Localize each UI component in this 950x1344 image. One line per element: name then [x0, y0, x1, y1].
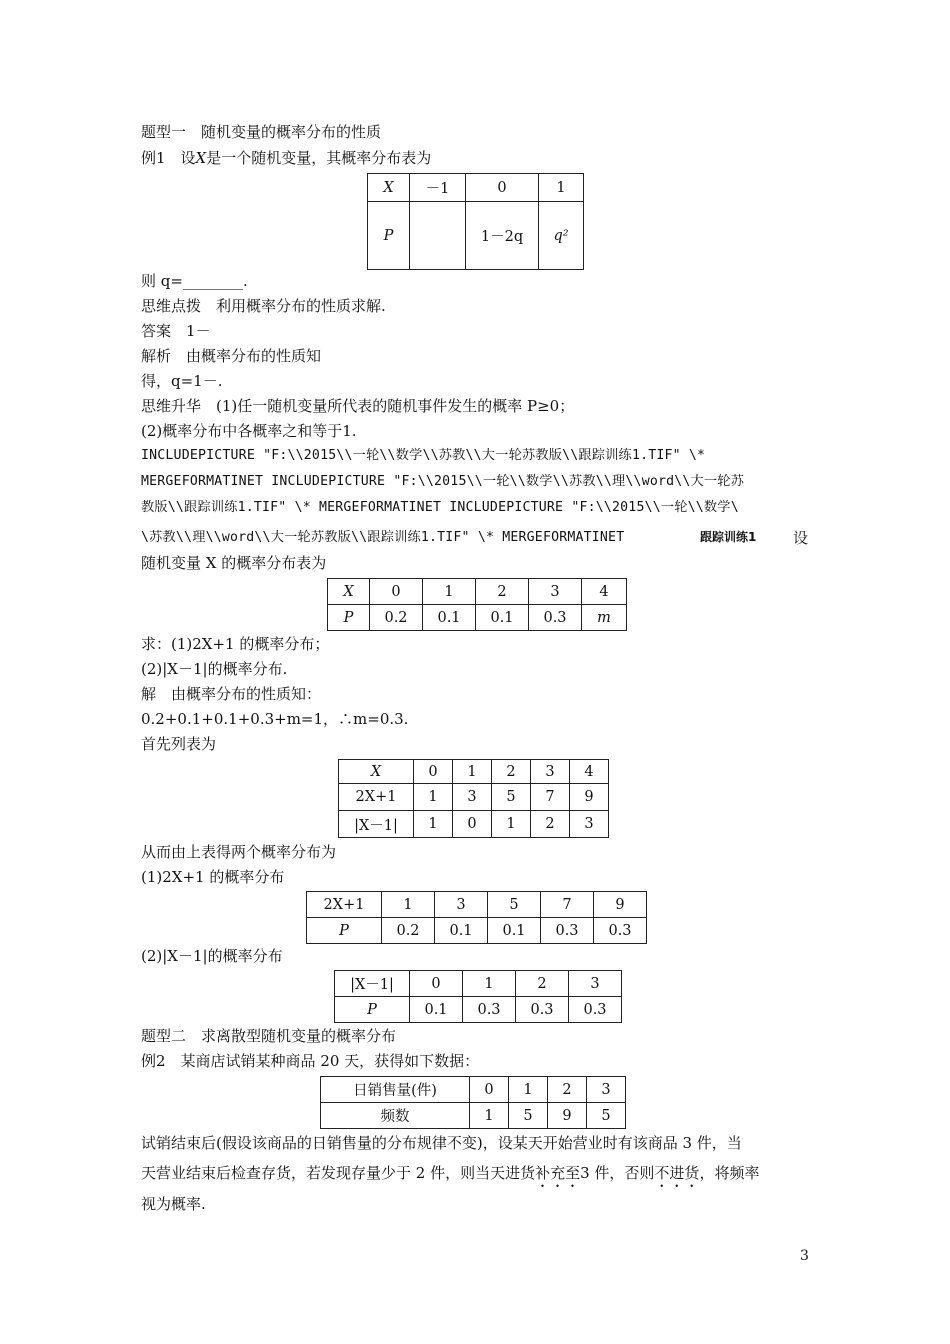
table-cell: 7	[541, 892, 594, 918]
field-code-line-2: MERGEFORMATINET INCLUDEPICTURE "F:\\2015\\一轮\\数学\\苏教\\理\\word\\大一轮苏	[141, 474, 745, 489]
upgrade-line-1: 思维升华 (1)任一随机变量所代表的随机事件发生的概率 P≥0；	[141, 397, 575, 415]
example-2-intro: 例2 某商店试销某种商品 20 天，获得如下数据：	[141, 1052, 480, 1070]
table-cell: 4	[570, 760, 609, 784]
table-cell: |X－1|	[335, 971, 410, 997]
table-cell: 0.2	[382, 918, 435, 944]
table-cell: 5	[587, 1103, 626, 1129]
table-cell: 0.3	[541, 918, 594, 944]
field-code-line-3: 教版\\跟踪训练1.TIF" \* MERGEFORMATINET INCLUDEPICTURE "F:\\2015\\一轮\\数学\	[141, 500, 739, 515]
table-cell: 3	[570, 811, 609, 838]
example-1-distribution-table	[367, 173, 584, 270]
solution-line-4: 从而由上表得两个概率分布为	[141, 843, 337, 861]
table-cell: 5	[509, 1103, 548, 1129]
table-cell: 0	[470, 1077, 509, 1103]
table-cell: 0.3	[516, 997, 569, 1023]
table-cell: |X－1|	[339, 811, 414, 838]
answer-text: 答案 1－	[141, 322, 211, 340]
table-cell: 0.1	[488, 918, 541, 944]
table-cell: 1	[470, 1103, 509, 1129]
table-cell: 5	[488, 892, 541, 918]
emphasis-text: 补充至	[535, 1164, 581, 1182]
table-cell: 1	[463, 971, 516, 997]
table-cell: 0.3	[529, 605, 582, 631]
field-code-tail: 设	[793, 529, 809, 547]
table-cell: 0	[370, 579, 423, 605]
example-1-intro	[141, 148, 431, 168]
table-cell: 7	[531, 784, 570, 811]
example-1-text: 是一个随机变量，其概率分布表为	[206, 149, 432, 167]
table-cell: 1－2q	[466, 202, 539, 270]
training-intro: 随机变量 X 的概率分布表为	[141, 554, 327, 572]
table-cell: 0.3	[594, 918, 647, 944]
table-cell: 0.2	[370, 605, 423, 631]
section-title-1: 题型一 随机变量的概率分布的性质	[141, 123, 382, 141]
table-cell: 0.1	[476, 605, 529, 631]
field-code-line-1: INCLUDEPICTURE "F:\\2015\\一轮\\数学\\苏教\\大一轮苏教版\\跟踪训练1.TIF" \*	[141, 448, 706, 463]
table-cell: 9	[594, 892, 647, 918]
table-cell: 2	[492, 760, 531, 784]
table-cell: 9	[548, 1103, 587, 1129]
table-cell: 0	[466, 174, 539, 202]
sales-frequency-table	[320, 1076, 626, 1129]
table-cell: q²	[539, 202, 584, 270]
example-1-var: X	[195, 149, 207, 167]
solution-line-3: 首先列表为	[141, 735, 217, 753]
table-cell: 1	[509, 1077, 548, 1103]
analysis-line-2: 得，q=1－.	[141, 372, 223, 390]
table-cell: 0.1	[410, 997, 463, 1023]
hint-text: 思维点拨 利用概率分布的性质求解.	[141, 297, 386, 315]
question-1: 求：(1)2X+1 的概率分布；	[141, 635, 330, 653]
table-cell: 1	[423, 579, 476, 605]
table-cell: 5	[492, 784, 531, 811]
table-cell: 3	[531, 760, 570, 784]
analysis-line-1: 解析 由概率分布的性质知	[141, 347, 322, 365]
solution-line-1: 解 由概率分布的性质知：	[141, 685, 322, 703]
table-cell: 日销售量(件)	[321, 1077, 470, 1103]
table-cell: 4	[582, 579, 627, 605]
answer-prompt: 则 q=________.	[141, 272, 248, 290]
sub-heading-2: (2)|X－1|的概率分布	[141, 947, 283, 965]
text-span: 3 件，否则	[580, 1164, 655, 1182]
table-cell: P	[368, 202, 410, 270]
table-cell: 3	[453, 784, 492, 811]
table-cell: 0.1	[423, 605, 476, 631]
table-cell: 2X+1	[307, 892, 382, 918]
table-cell: 2	[548, 1077, 587, 1103]
table-cell: 0.3	[569, 997, 622, 1023]
example-2-paragraph-line-3: 视为概率.	[141, 1195, 206, 1213]
table-cell: X	[368, 174, 410, 202]
table-cell: 1	[539, 174, 584, 202]
example-1-label: 例1 设	[141, 149, 196, 167]
table-cell: －1	[410, 174, 466, 202]
solution-line-2: 0.2+0.1+0.1+0.3+m=1，∴m=0.3.	[141, 710, 409, 728]
table-cell: 0	[414, 760, 453, 784]
table-cell: 1	[492, 811, 531, 838]
section-title-2: 题型二 求离散型随机变量的概率分布	[141, 1027, 397, 1045]
sub-heading-1: (1)2X+1 的概率分布	[141, 868, 285, 886]
table-cell: 3	[529, 579, 582, 605]
table-cell: 3	[435, 892, 488, 918]
table-cell: 2	[516, 971, 569, 997]
table-cell: 2	[476, 579, 529, 605]
table-cell: P	[328, 605, 370, 631]
table-cell: 0.1	[435, 918, 488, 944]
table-cell: 0.3	[463, 997, 516, 1023]
table-cell: 3	[569, 971, 622, 997]
table-cell	[410, 202, 466, 270]
question-2: (2)|X－1|的概率分布.	[141, 660, 288, 678]
field-code-line-4: \苏教\\理\\word\\大一轮苏教版\\跟踪训练1.TIF" \* MERGEFORMATINET	[141, 530, 625, 545]
table-cell: X	[328, 579, 370, 605]
table-cell: 9	[570, 784, 609, 811]
training-distribution-table	[327, 578, 627, 631]
table-cell: P	[335, 997, 410, 1023]
distribution-abs-table	[334, 970, 622, 1023]
text-span: ，将频率	[699, 1164, 760, 1182]
table-cell: X	[339, 760, 414, 784]
table-cell: 0	[410, 971, 463, 997]
table-cell: 频数	[321, 1103, 470, 1129]
emphasis-text: 不进货	[654, 1164, 700, 1182]
example-2-paragraph-line-2	[141, 1163, 759, 1191]
transform-table	[338, 759, 609, 838]
training-badge: 跟踪训练1	[700, 530, 757, 544]
text-span: 天营业结束后检查存货，若发现存量少于 2 件，则当天进货	[141, 1164, 536, 1182]
table-cell: 1	[382, 892, 435, 918]
upgrade-line-2: (2)概率分布中各概率之和等于1.	[141, 422, 357, 440]
page-number: 3	[800, 1248, 809, 1264]
example-2-paragraph-line-1: 试销结束后(假设该商品的日销售量的分布规律不变)，设某天开始营业时有该商品 3 件，当	[141, 1134, 742, 1152]
table-cell: 2X+1	[339, 784, 414, 811]
table-cell: m	[582, 605, 627, 631]
table-cell: 1	[414, 784, 453, 811]
table-cell: 1	[453, 760, 492, 784]
distribution-2x-plus-1-table	[306, 891, 647, 944]
table-cell: 0	[453, 811, 492, 838]
table-cell: 2	[531, 811, 570, 838]
table-cell: P	[307, 918, 382, 944]
table-cell: 3	[587, 1077, 626, 1103]
table-cell: 1	[414, 811, 453, 838]
